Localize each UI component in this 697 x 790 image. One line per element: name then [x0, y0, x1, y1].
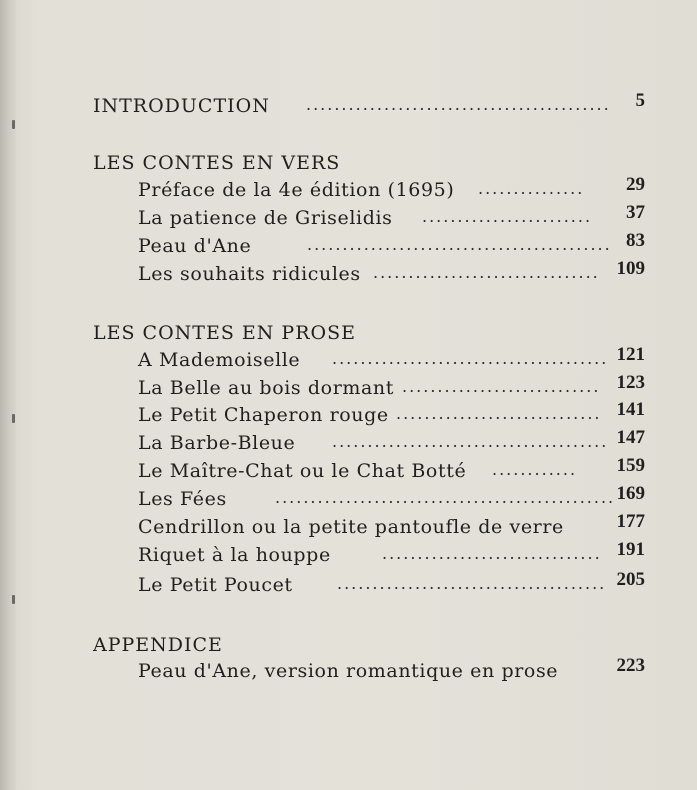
toc-entry-page: 177	[616, 511, 645, 532]
toc-entry-title: Le Petit Chaperon rouge	[138, 404, 389, 426]
section-heading: LES CONTES EN VERS	[93, 152, 341, 174]
toc-entry	[0, 539, 697, 572]
toc-entry-page: 191	[616, 539, 645, 560]
leader-dots: ......................................	[337, 574, 607, 593]
leader-dots: ................................................	[275, 488, 616, 507]
toc-entry	[0, 655, 697, 688]
toc-entry-page: 123	[616, 372, 645, 393]
leader-dots: ...............	[478, 179, 585, 198]
section-heading: LES CONTES EN PROSE	[93, 322, 356, 344]
toc-entry-title: La Barbe-Bleue	[138, 432, 296, 454]
toc-entry-title: Peau d'Ane	[138, 235, 252, 257]
toc-entry-title: Le Petit Poucet	[138, 574, 293, 596]
toc-entry-page: 121	[616, 344, 645, 365]
toc-entry-title: Les Fées	[138, 488, 227, 510]
toc-entry-page: 37	[626, 202, 645, 223]
toc-entry-page: 205	[616, 569, 645, 590]
toc-entry-page: 159	[616, 455, 645, 476]
toc-entry-title: Le Maître-Chat ou le Chat Botté	[138, 460, 467, 482]
leader-dots: .............................	[396, 404, 602, 423]
toc-entry-title: Peau d'Ane, version romantique en prose	[138, 660, 559, 682]
leader-dots: ...........................................	[307, 235, 612, 254]
toc-entry-title: La patience de Griselidis	[138, 207, 393, 229]
toc-entry	[0, 569, 697, 602]
toc-entry-title: A Mademoiselle	[138, 349, 301, 371]
leader-dots: .......................................	[332, 432, 609, 451]
toc-entry-title: Riquet à la houppe	[138, 544, 331, 566]
toc-entry-introduction	[0, 90, 697, 123]
toc-entry-title: Préface de la 4e édition (1695)	[138, 179, 455, 201]
leader-dots: ...............................	[382, 544, 602, 563]
leader-dots: ................................	[373, 263, 600, 282]
toc-entry-title: Cendrillon ou la petite pantoufle de verre	[138, 516, 564, 538]
leader-dots: ............................	[402, 377, 601, 396]
leader-dots: ............	[492, 460, 578, 479]
toc-entry-page: 141	[616, 399, 645, 420]
toc-entry-page: 223	[616, 655, 645, 676]
leader-dots: .......................................	[332, 349, 609, 368]
toc-entry-page: 147	[616, 427, 645, 448]
section-heading: APPENDICE	[93, 634, 223, 656]
toc-entry-page: 83	[626, 230, 645, 251]
leader-dots: ...........................................	[306, 95, 611, 114]
toc-entry-title: Les souhaits ridicules	[138, 263, 361, 285]
toc-entry-page: 109	[616, 258, 645, 279]
toc-entry-page: 5	[635, 90, 645, 111]
toc-entry	[0, 258, 697, 291]
leader-dots: ........................	[422, 207, 593, 226]
toc-entry-page: 29	[626, 174, 645, 195]
toc-entry-title: La Belle au bois dormant	[138, 377, 395, 399]
toc-entry-title: INTRODUCTION	[93, 95, 270, 117]
toc-entry-page: 169	[616, 483, 645, 504]
